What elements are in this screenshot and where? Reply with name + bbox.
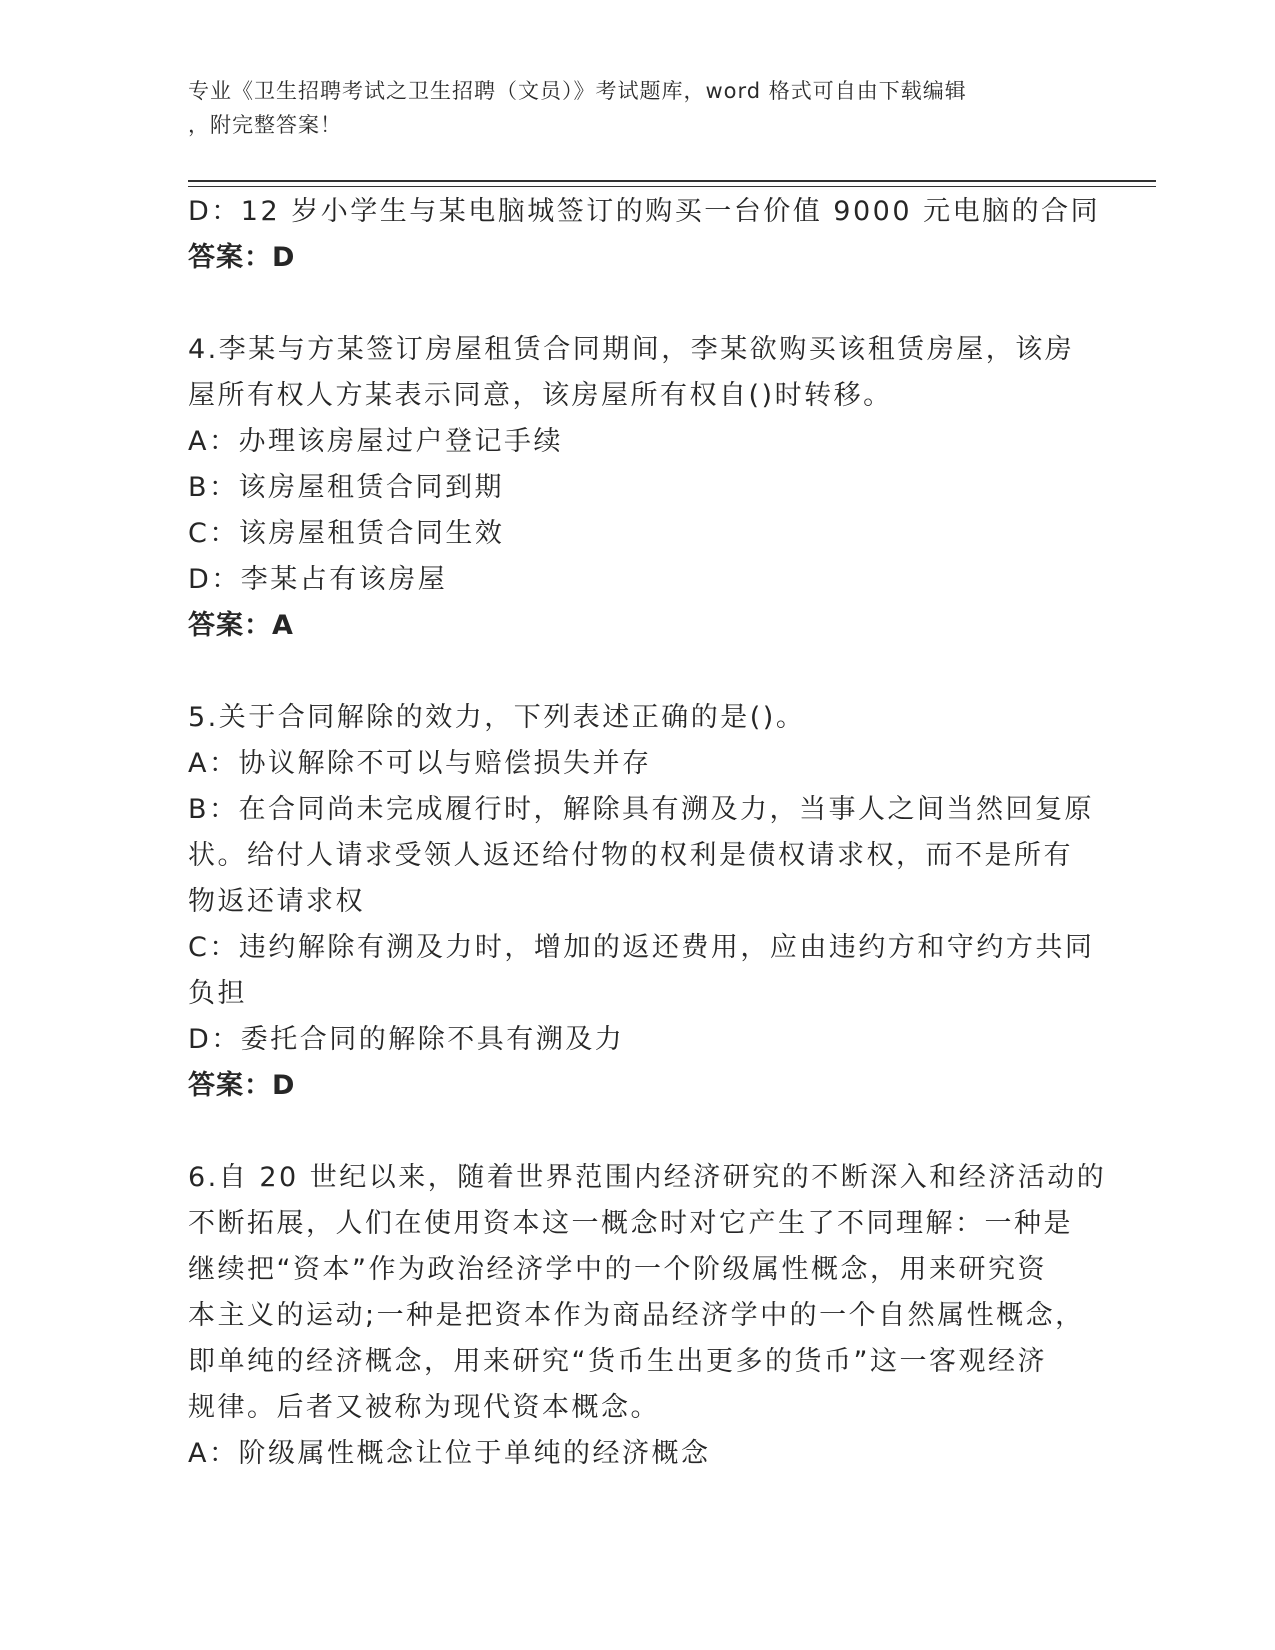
header-divider-thick [188, 180, 1156, 182]
question-5 [188, 695, 1095, 1109]
question-stem: 即单纯的经济概念，用来研究“货币生出更多的货币”这一客观经济 [188, 1346, 1047, 1377]
option-d: D：委托合同的解除不具有溯及力 [188, 1024, 625, 1055]
option-a: A：办理该房屋过户登记手续 [188, 426, 563, 457]
question-stem: 继续把“资本”作为政治经济学中的一个阶级属性概念，用来研究资 [188, 1254, 1047, 1285]
answer: 答案：D [188, 242, 296, 273]
option-a: A：阶级属性概念让位于单纯的经济概念 [188, 1438, 711, 1469]
option-d: D：12 岁小学生与某电脑城签订的购买一台价值 9000 元电脑的合同 [188, 196, 1101, 227]
option-b: B：在合同尚未完成履行时，解除具有溯及力，当事人之间当然回复原 [188, 794, 1095, 825]
spacer [188, 649, 1088, 695]
question-stem: 本主义的运动;一种是把资本作为商品经济学中的一个自然属性概念， [188, 1300, 1085, 1331]
question-stem: 不断拓展，人们在使用资本这一概念时对它产生了不同理解：一种是 [188, 1208, 1073, 1239]
question-stem: 屋所有权人方某表示同意，该房屋所有权自()时转移。 [188, 380, 893, 411]
question-stem: 规律。后者又被称为现代资本概念。 [188, 1392, 660, 1423]
answer: 答案：D [188, 1070, 296, 1101]
option-c: C：该房屋租赁合同生效 [188, 518, 505, 549]
spacer [188, 281, 1088, 327]
question-list [188, 189, 1107, 1477]
document-header [188, 74, 1068, 142]
option-b: 状。给付人请求受领人返还给付物的权利是债权请求权，而不是所有 [188, 840, 1073, 871]
option-b: B：该房屋租赁合同到期 [188, 472, 505, 503]
header-line-1: 专业《卫生招聘考试之卫生招聘（文员）》考试题库，word 格式可自由下载编辑 [188, 79, 967, 103]
question-4 [188, 327, 1088, 649]
question-6 [188, 1155, 1107, 1477]
question-stem: 5.关于合同解除的效力，下列表述正确的是()。 [188, 702, 806, 733]
option-d: D：李某占有该房屋 [188, 564, 448, 595]
question-stem: 4.李某与方某签订房屋租赁合同期间，李某欲购买该租赁房屋，该房 [188, 334, 1075, 365]
option-b: 物返还请求权 [188, 886, 365, 917]
option-a: A：协议解除不可以与赔偿损失并存 [188, 748, 652, 779]
question-3 [188, 189, 1101, 281]
answer: 答案：A [188, 610, 294, 641]
option-c: C：违约解除有溯及力时，增加的返还费用，应由违约方和守约方共同 [188, 932, 1095, 963]
header-divider-thin [188, 186, 1156, 187]
header-line-2: ，附完整答案！ [188, 113, 342, 137]
question-stem: 6.自 20 世纪以来，随着世界范围内经济研究的不断深入和经济活动的 [188, 1162, 1107, 1193]
option-c: 负担 [188, 978, 247, 1009]
spacer [188, 1109, 1088, 1155]
